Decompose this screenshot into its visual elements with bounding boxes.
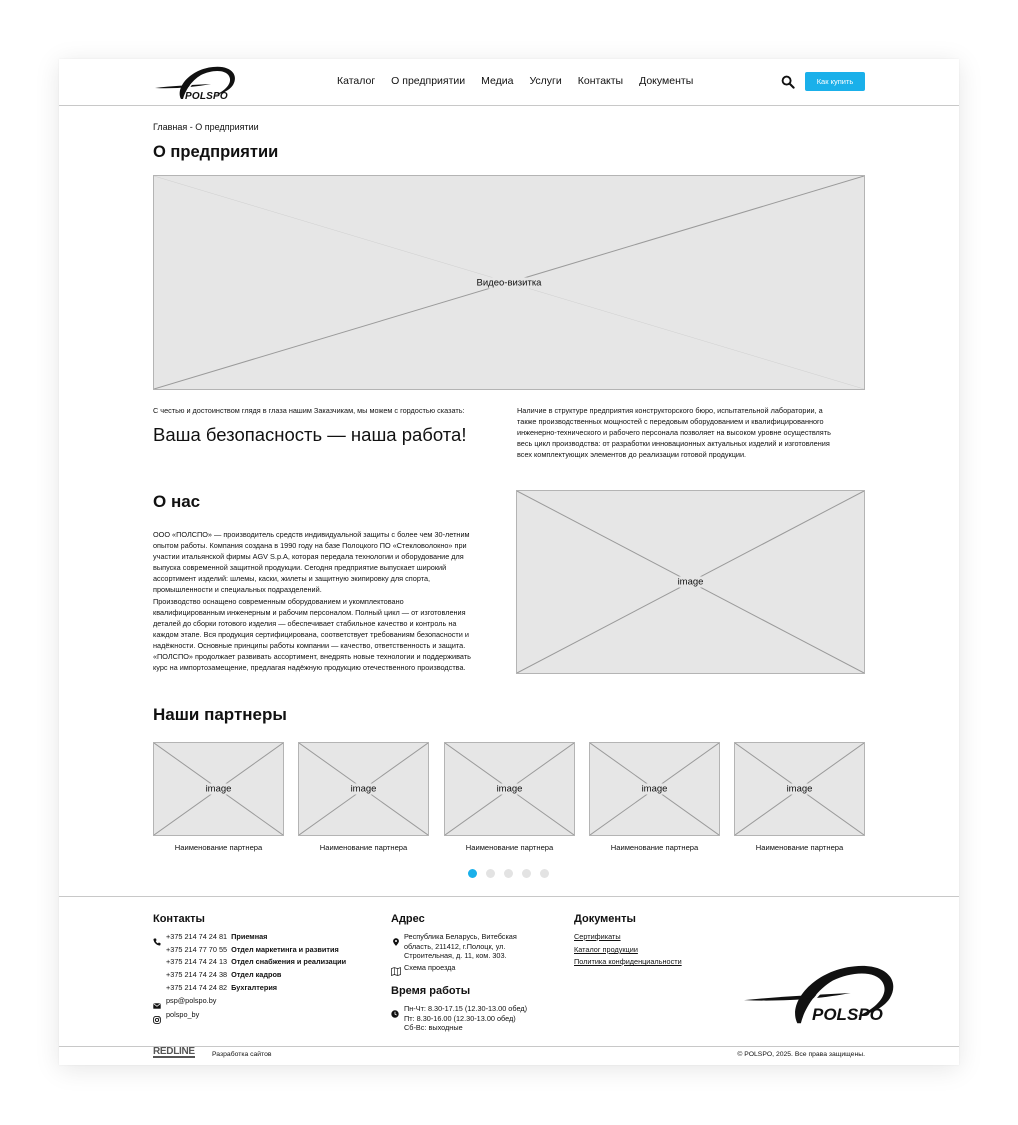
address-line: область, 211412, г.Полоцк, ул. (404, 941, 506, 951)
footer-contacts-title: Контакты (153, 913, 205, 925)
route-map-link[interactable]: Схема проезда (404, 963, 456, 972)
phone-row[interactable] (166, 970, 281, 980)
about-text (153, 529, 513, 673)
about-line: промышленности и специальных подразделений. (153, 585, 322, 595)
video-label: Видео-визитка (469, 277, 549, 288)
partner-name[interactable]: Наименование партнера (174, 843, 263, 852)
copyright: © POLSPO, 2025. Все права защищены. (737, 1051, 865, 1058)
partner-name[interactable]: Наименование партнера (610, 843, 699, 852)
about-line: «ПОЛСПО» продолжает развивать ассортимент, внедрять новые технологии и поддерживать (153, 652, 471, 662)
location-pin-icon (392, 933, 400, 941)
footer-divider (59, 896, 959, 897)
nav-item-catalog[interactable]: Каталог (337, 75, 376, 87)
about-line: ассортимент изделий: шлемы, каски, жилеты и защитную экипировку для спорта, (153, 574, 431, 584)
intro-line: также производственных мощностей с передовым оборудованием и квалифицированного (517, 417, 824, 427)
about-line: Производство оснащено современным оборудованием и укомплектовано (153, 596, 404, 606)
about-line: курс на импортозамещение, предлагая надёжную продукцию отечественного производства. (153, 663, 466, 673)
about-image (516, 490, 865, 674)
intro-line: всех комплектующих элементов до реализации готовой продукции. (517, 450, 747, 460)
header-logo-text: POLSPO (185, 91, 228, 102)
phone-row[interactable] (166, 983, 277, 993)
address-text (404, 932, 517, 961)
nav-item-media[interactable]: Медиа (481, 75, 514, 87)
certificates-link[interactable]: Сертификаты (574, 932, 621, 941)
clock-icon (391, 1005, 399, 1013)
footer-address-title: Адрес (391, 913, 425, 925)
developer-logo[interactable]: REDLINE (153, 1046, 195, 1057)
search-icon[interactable] (781, 75, 795, 89)
partner-name[interactable]: Наименование партнера (755, 843, 844, 852)
phone-department: Бухгалтерия (231, 983, 278, 992)
footer-documents-title: Документы (574, 913, 636, 925)
about-title: О нас (153, 492, 201, 511)
hours-line: Пн-Чт: 8.30-17.15 (12.30-13.00 обед) (404, 1004, 528, 1013)
about-line: опытом работы. Компания создана в 1990 году на базе Полоцкого ПО «Стекловолокно» при (153, 541, 467, 551)
about-line: квалифицированным инженерным и рабочим персоналом. Полный цикл — от изготовления (153, 607, 466, 617)
instagram-link[interactable]: polspo_by (166, 1010, 200, 1019)
phone-number: +375 214 74 24 13 (166, 957, 228, 966)
privacy-policy-link[interactable]: Политика конфиденциальности (574, 957, 682, 966)
slogan: Ваша безопасность — наша работа! (153, 424, 467, 445)
developer-text[interactable]: Разработка сайтов (212, 1051, 272, 1058)
instagram-icon (153, 1011, 161, 1019)
phone-number: +375 214 74 24 82 (166, 983, 228, 992)
page-title: О предприятии (153, 143, 279, 161)
product-catalog-link[interactable]: Каталог продукции (574, 945, 638, 954)
phone-department: Отдел маркетинга и развития (231, 945, 339, 954)
address-line: Республика Беларусь, Витебская (404, 932, 517, 941)
main-nav (337, 75, 693, 87)
address-line: Строительная, д. 11, ком. 303. (404, 951, 507, 961)
about-line: надёжности. Основные принципы работы компании — качество, ответственность и защита. (153, 640, 466, 650)
partner-image-label: image (347, 784, 381, 795)
intro-line: весь цикл производства: от разработки инновационных актуальных изделий и изготовления (517, 439, 830, 449)
intro-line: инженерно-технического и рабочего персонала позволяет на высоком уровне осуществлять (517, 428, 831, 438)
page (59, 59, 959, 1065)
phone-number: +375 214 74 24 38 (166, 970, 228, 979)
hours-line: Сб-Вс: выходные (404, 1023, 463, 1033)
slider-pagination (468, 869, 549, 878)
phone-icon (153, 933, 161, 941)
phone-department: Отдел снабжения и реализации (231, 957, 347, 966)
phone-department: Приемная (231, 932, 268, 941)
partner-image-label: image (638, 784, 672, 795)
slider-dot[interactable] (540, 869, 549, 878)
site-header (59, 59, 959, 106)
phone-row[interactable] (166, 945, 339, 955)
about-line: ООО «ПОЛСПО» — производитель средств индивидуальной защиты с более чем 30-летним (153, 530, 470, 539)
hours-line: Пт: 8.30-16.00 (12.30-13.00 обед) (404, 1013, 516, 1023)
partner-image-label: image (783, 784, 817, 795)
intro-text (517, 405, 877, 460)
partner-image[interactable] (734, 742, 865, 836)
breadcrumb: Главная - О предприятии (153, 122, 259, 132)
footer-logo[interactable] (744, 955, 904, 1031)
partner-image[interactable] (298, 742, 429, 836)
partner-name[interactable]: Наименование партнера (319, 843, 408, 852)
slider-dot[interactable] (468, 869, 477, 878)
partner-image[interactable] (589, 742, 720, 836)
email-link[interactable]: psp@polspo.by (166, 996, 217, 1005)
header-logo[interactable] (151, 61, 241, 103)
phone-row[interactable] (166, 932, 267, 942)
nav-item-about[interactable]: О предприятии (391, 75, 466, 87)
intro-line: Наличие в структуре предприятия конструкторского бюро, испытательной лаборатории, а (517, 406, 823, 415)
partners-title: Наши партнеры (153, 705, 287, 724)
slider-dot[interactable] (522, 869, 531, 878)
nav-item-documents[interactable]: Документы (639, 75, 694, 87)
phone-number: +375 214 77 70 55 (166, 945, 228, 954)
slider-dot[interactable] (504, 869, 513, 878)
intro-lead: С честью и достоинством глядя в глаза нашим Заказчикам, мы можем с гордостью сказать: (153, 406, 465, 415)
about-line: каждом этапе. Вся продукция сертифицирована, соответствует требованиям безопасности и (153, 629, 469, 639)
about-image-label: image (673, 577, 709, 588)
nav-item-contacts[interactable]: Контакты (577, 75, 624, 87)
slider-dot[interactable] (486, 869, 495, 878)
hours-text (404, 1004, 527, 1033)
partner-image[interactable] (444, 742, 575, 836)
about-line: участии итальянской фирмы AGV S.p.A, которая передала технологии и оборудование для (153, 552, 464, 562)
partner-image-label: image (202, 784, 236, 795)
partner-image-label: image (493, 784, 527, 795)
footer-logo-text: POLSPO (812, 1005, 883, 1024)
phone-row[interactable] (166, 957, 346, 967)
partner-name[interactable]: Наименование партнера (465, 843, 554, 852)
nav-item-services[interactable]: Услуги (529, 75, 562, 87)
phone-number: +375 214 74 24 81 (166, 932, 228, 941)
phone-department: Отдел кадров (231, 970, 282, 979)
about-line: выпуска современной защитной продукции. Сегодня предприятие выпускает широкий (153, 563, 447, 573)
about-line: деталей до сборки готового изделия — обеспечивает стабильное качество и контроль на (153, 618, 457, 628)
map-icon (391, 963, 401, 972)
mail-icon (153, 997, 161, 1005)
how-to-buy-button[interactable]: Как купить (805, 72, 865, 91)
footer-hours-title: Время работы (391, 985, 471, 997)
video-placeholder[interactable] (153, 175, 865, 390)
partner-image[interactable] (153, 742, 284, 836)
